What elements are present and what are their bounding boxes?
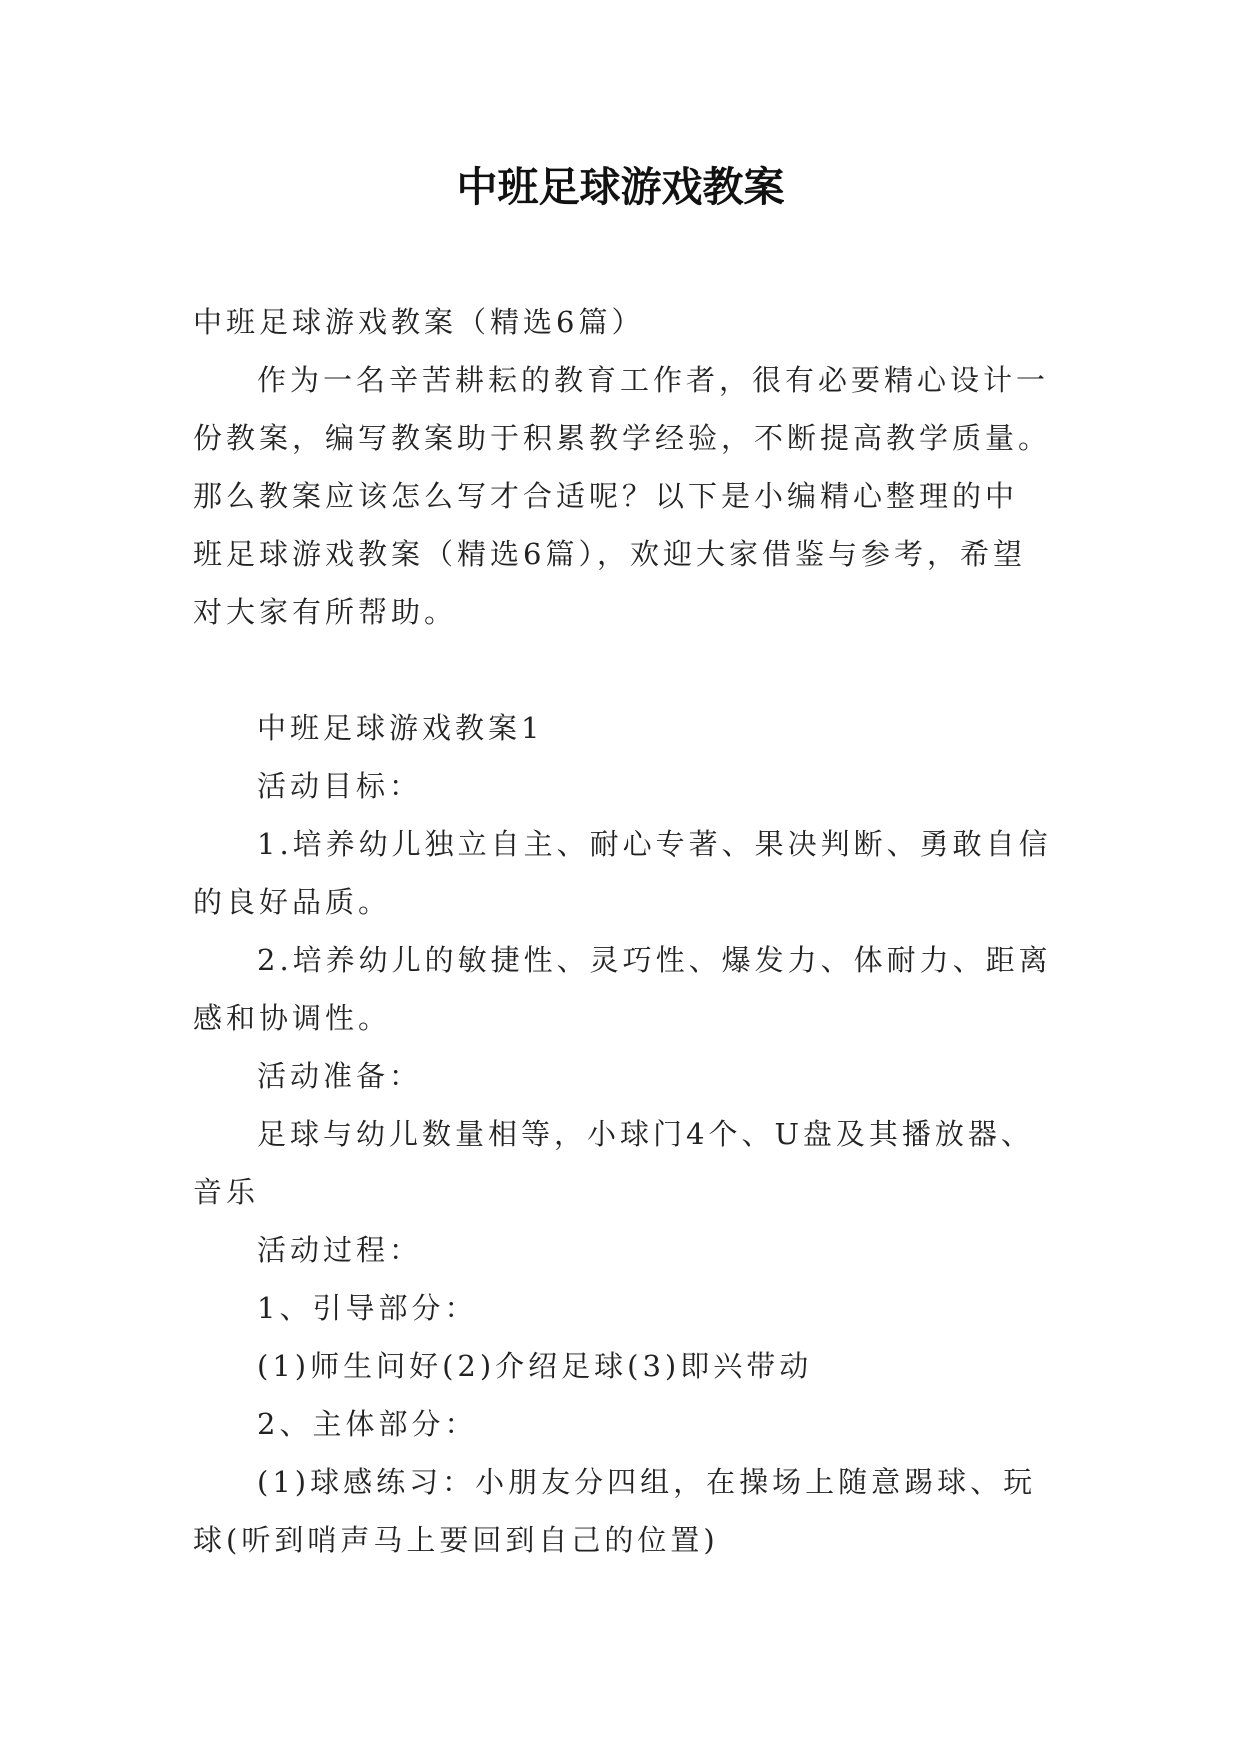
step1-heading: 1、引导部分： xyxy=(257,1291,478,1325)
goal-line: 2.培养幼儿的敏捷性、灵巧性、爆发力、体耐力、距离 xyxy=(257,943,1052,977)
step2-heading: 2、主体部分： xyxy=(257,1407,478,1441)
step2-content-line: (1)球感练习：小朋友分四组，在操场上随意踢球、玩 xyxy=(257,1465,1037,1499)
intro-line: 份教案，编写教案助于积累教学经验，不断提高教学质量。 xyxy=(193,421,1052,455)
paragraph-spacer xyxy=(193,641,1053,699)
prep-line: 音乐 xyxy=(193,1175,260,1209)
goal-line: 1.培养幼儿独立自主、耐心专著、果决判断、勇敢自信 xyxy=(257,827,1052,861)
intro-line: 对大家有所帮助。 xyxy=(193,595,458,629)
intro-line: 作为一名辛苦耕耘的教育工作者，很有必要精心设计一 xyxy=(257,363,1050,397)
step2-content-line: 球(听到哨声马上要回到自己的位置) xyxy=(193,1523,719,1557)
intro-line: 班足球游戏教案（精选6篇），欢迎大家借鉴与参考，希望 xyxy=(193,537,1026,571)
document-title: 中班足球游戏教案 xyxy=(456,163,785,211)
document-subtitle: 中班足球游戏教案（精选6篇） xyxy=(193,305,645,339)
process-heading: 活动过程： xyxy=(257,1233,423,1267)
step1-content: (1)师生问好(2)介绍足球(3)即兴带动 xyxy=(257,1349,813,1383)
intro-line: 那么教案应该怎么写才合适呢？以下是小编精心整理的中 xyxy=(193,479,1019,513)
document-body xyxy=(193,293,1053,1569)
prep-heading: 活动准备： xyxy=(257,1059,423,1093)
prep-line: 足球与幼儿数量相等，小球门4个、U盘及其播放器、 xyxy=(257,1117,1034,1151)
section-title: 中班足球游戏教案1 xyxy=(257,711,544,745)
goals-heading: 活动目标： xyxy=(257,769,423,803)
goal-line: 感和协调性。 xyxy=(193,1001,392,1035)
goal-line: 的良好品质。 xyxy=(193,885,392,919)
